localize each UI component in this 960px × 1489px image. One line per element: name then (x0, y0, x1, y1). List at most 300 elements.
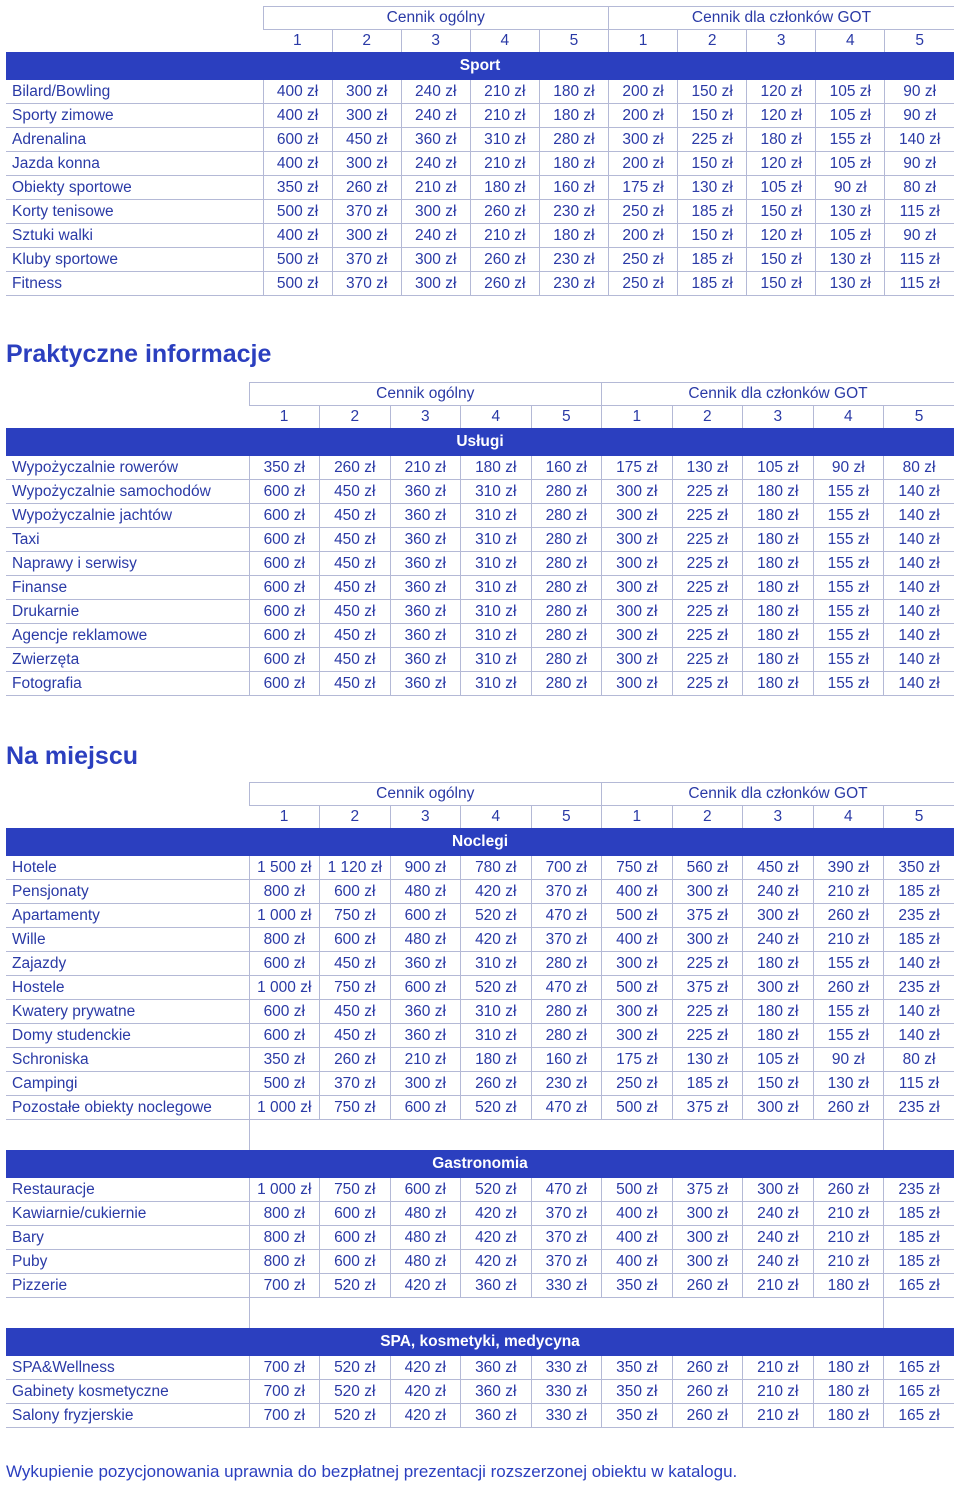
price-cell: 700 zł (249, 1274, 320, 1298)
price-cell: 370 zł (531, 928, 602, 952)
price-cell: 310 zł (461, 672, 532, 696)
price-cell: 400 zł (602, 1202, 673, 1226)
column-number: 3 (390, 806, 461, 829)
group-general-label: Cennik ogólny (249, 783, 602, 806)
price-cell: 370 zł (531, 1226, 602, 1250)
price-cell: 230 zł (539, 200, 608, 224)
price-cell: 155 zł (816, 128, 885, 152)
price-cell: 150 zł (678, 104, 747, 128)
price-cell: 155 zł (813, 600, 884, 624)
price-cell: 210 zł (470, 152, 539, 176)
price-cell: 310 zł (470, 128, 539, 152)
price-cell: 600 zł (249, 480, 320, 504)
price-cell: 105 zł (816, 152, 885, 176)
price-cell: 450 zł (332, 128, 401, 152)
price-cell: 400 zł (263, 152, 332, 176)
price-cell: 180 zł (470, 176, 539, 200)
price-cell: 500 zł (263, 200, 332, 224)
price-cell: 235 zł (884, 976, 955, 1000)
price-cell: 450 zł (320, 576, 391, 600)
price-cell: 260 zł (470, 248, 539, 272)
price-cell: 180 zł (539, 104, 608, 128)
price-cell: 360 zł (461, 1356, 532, 1380)
price-cell: 750 zł (320, 1178, 391, 1202)
column-number: 3 (747, 30, 816, 53)
price-cell: 185 zł (678, 248, 747, 272)
price-cell: 180 zł (743, 528, 814, 552)
price-cell: 115 zł (885, 248, 954, 272)
price-cell: 400 zł (602, 880, 673, 904)
column-number: 5 (539, 30, 608, 53)
price-cell: 310 zł (461, 952, 532, 976)
price-cell: 185 zł (884, 928, 955, 952)
price-cell: 210 zł (813, 928, 884, 952)
price-cell: 240 zł (743, 928, 814, 952)
price-cell: 80 zł (884, 456, 955, 480)
row-label: Restauracje (6, 1178, 249, 1202)
price-cell: 130 zł (813, 1072, 884, 1096)
price-cell: 370 zł (332, 248, 401, 272)
price-cell: 180 zł (743, 576, 814, 600)
price-cell: 350 zł (602, 1356, 673, 1380)
row-label: Sporty zimowe (6, 104, 263, 128)
price-cell: 600 zł (390, 976, 461, 1000)
price-cell: 130 zł (816, 272, 885, 296)
column-number: 5 (531, 806, 602, 829)
price-cell: 260 zł (470, 200, 539, 224)
price-cell: 150 zł (743, 1072, 814, 1096)
price-cell: 450 zł (320, 624, 391, 648)
price-cell: 280 zł (531, 1000, 602, 1024)
price-cell: 185 zł (884, 1250, 955, 1274)
table-row (6, 480, 954, 504)
price-table-na-miejscu (6, 782, 954, 1428)
price-cell: 600 zł (263, 128, 332, 152)
price-cell: 165 zł (884, 1274, 955, 1298)
price-cell: 225 zł (672, 528, 743, 552)
price-cell: 360 zł (390, 648, 461, 672)
price-cell: 450 zł (320, 552, 391, 576)
price-cell: 160 zł (531, 456, 602, 480)
price-cell: 90 zł (885, 80, 954, 104)
price-cell: 600 zł (249, 952, 320, 976)
price-cell: 240 zł (401, 152, 470, 176)
price-cell: 180 zł (743, 504, 814, 528)
price-cell: 900 zł (390, 856, 461, 880)
price-cell: 1 000 zł (249, 904, 320, 928)
price-cell: 400 zł (263, 80, 332, 104)
price-cell: 105 zł (747, 176, 816, 200)
column-number: 4 (816, 30, 885, 53)
row-label: Obiekty sportowe (6, 176, 263, 200)
price-cell: 250 zł (608, 272, 677, 296)
price-table-uslugi (6, 382, 954, 696)
price-cell: 420 zł (461, 1250, 532, 1274)
price-cell: 225 zł (672, 624, 743, 648)
price-cell: 300 zł (743, 1178, 814, 1202)
price-cell: 600 zł (320, 1226, 391, 1250)
price-cell: 210 zł (813, 1202, 884, 1226)
price-cell: 300 zł (602, 576, 673, 600)
row-label: Kluby sportowe (6, 248, 263, 272)
price-cell: 175 zł (602, 1048, 673, 1072)
price-cell: 750 zł (602, 856, 673, 880)
price-cell: 520 zł (320, 1404, 391, 1428)
price-cell: 260 zł (813, 976, 884, 1000)
row-label: Jazda konna (6, 152, 263, 176)
price-cell: 140 zł (884, 480, 955, 504)
price-cell: 330 zł (531, 1404, 602, 1428)
price-cell: 450 zł (320, 672, 391, 696)
price-cell: 280 zł (531, 552, 602, 576)
price-cell: 330 zł (531, 1274, 602, 1298)
table-row (6, 1048, 954, 1072)
price-cell: 520 zł (320, 1380, 391, 1404)
table-row (6, 104, 954, 128)
price-cell: 1 000 zł (249, 976, 320, 1000)
category-title: Usługi (6, 428, 954, 456)
price-cell: 310 zł (461, 1024, 532, 1048)
price-cell: 200 zł (608, 224, 677, 248)
price-cell: 560 zł (672, 856, 743, 880)
price-cell: 450 zł (320, 528, 391, 552)
column-number: 3 (743, 406, 814, 429)
price-cell: 240 zł (401, 224, 470, 248)
price-cell: 360 zł (461, 1274, 532, 1298)
table-row (6, 224, 954, 248)
column-number: 5 (915, 32, 924, 49)
block-spacer (6, 1298, 954, 1329)
column-number: 1 (608, 30, 677, 53)
price-cell: 225 zł (672, 1000, 743, 1024)
price-cell: 210 zł (390, 1048, 461, 1072)
price-cell: 160 zł (531, 1048, 602, 1072)
price-cell: 230 zł (539, 248, 608, 272)
price-cell: 350 zł (249, 456, 320, 480)
price-cell: 185 zł (672, 1072, 743, 1096)
price-cell: 480 zł (390, 1226, 461, 1250)
price-cell: 280 zł (531, 624, 602, 648)
price-cell: 420 zł (461, 1202, 532, 1226)
column-number: 2 (320, 406, 391, 429)
table-row (6, 456, 954, 480)
price-cell: 155 zł (813, 624, 884, 648)
price-cell: 185 zł (678, 200, 747, 224)
table-row (6, 200, 954, 224)
row-label: Gabinety kosmetyczne (6, 1380, 249, 1404)
price-cell: 260 zł (672, 1356, 743, 1380)
price-cell: 140 zł (884, 648, 955, 672)
price-cell: 165 zł (884, 1380, 955, 1404)
price-cell: 180 zł (743, 552, 814, 576)
price-cell: 210 zł (401, 176, 470, 200)
price-cell: 240 zł (401, 104, 470, 128)
price-cell: 600 zł (249, 600, 320, 624)
price-cell: 140 zł (884, 576, 955, 600)
price-cell: 370 zł (531, 1250, 602, 1274)
price-cell: 105 zł (743, 456, 814, 480)
price-cell: 210 zł (813, 1250, 884, 1274)
price-cell: 300 zł (602, 552, 673, 576)
price-cell: 175 zł (608, 176, 677, 200)
price-cell: 280 zł (531, 480, 602, 504)
price-cell: 180 zł (813, 1274, 884, 1298)
price-cell: 300 zł (608, 128, 677, 152)
price-cell: 420 zł (461, 928, 532, 952)
price-cell: 500 zł (263, 272, 332, 296)
table-row (6, 928, 954, 952)
price-cell: 520 zł (320, 1356, 391, 1380)
price-cell: 800 zł (249, 1202, 320, 1226)
price-cell: 480 zł (390, 928, 461, 952)
row-label: Zwierzęta (6, 648, 249, 672)
column-number: 4 (461, 806, 532, 829)
price-cell: 600 zł (390, 1178, 461, 1202)
price-cell: 150 zł (747, 200, 816, 224)
row-label: Wypożyczalnie rowerów (6, 456, 249, 480)
price-cell: 150 zł (747, 272, 816, 296)
price-cell: 300 zł (602, 600, 673, 624)
column-number: 1 (263, 30, 332, 53)
row-label: Bilard/Bowling (6, 80, 263, 104)
price-cell: 280 zł (531, 600, 602, 624)
price-cell: 300 zł (401, 200, 470, 224)
price-cell: 400 zł (263, 104, 332, 128)
price-cell: 80 zł (885, 176, 954, 200)
price-cell: 140 zł (884, 1000, 955, 1024)
price-cell: 480 zł (390, 1250, 461, 1274)
row-label: Bary (6, 1226, 249, 1250)
price-cell: 780 zł (461, 856, 532, 880)
price-cell: 180 zł (539, 80, 608, 104)
price-cell: 300 zł (602, 480, 673, 504)
price-cell: 360 zł (390, 480, 461, 504)
table-row (6, 1404, 954, 1428)
price-cell: 750 zł (320, 1096, 391, 1120)
price-cell: 500 zł (602, 904, 673, 928)
price-cell: 360 zł (390, 952, 461, 976)
price-cell: 800 zł (249, 1226, 320, 1250)
price-cell: 800 zł (249, 1250, 320, 1274)
table-row (6, 976, 954, 1000)
price-cell: 500 zł (602, 1178, 673, 1202)
price-cell: 115 zł (884, 1072, 955, 1096)
row-label: Pensjonaty (6, 880, 249, 904)
table-row (6, 528, 954, 552)
section-heading-praktyczne: Praktyczne informacje (6, 340, 272, 368)
price-cell: 280 zł (531, 672, 602, 696)
price-cell: 800 zł (249, 928, 320, 952)
price-cell: 600 zł (320, 1202, 391, 1226)
price-cell: 600 zł (249, 1024, 320, 1048)
price-cell: 210 zł (743, 1274, 814, 1298)
price-cell: 210 zł (813, 1226, 884, 1250)
price-cell: 260 zł (672, 1274, 743, 1298)
price-cell: 225 zł (672, 504, 743, 528)
price-cell: 500 zł (263, 248, 332, 272)
price-cell: 140 zł (884, 600, 955, 624)
price-cell: 600 zł (390, 1096, 461, 1120)
category-band (6, 428, 954, 456)
price-cell: 360 zł (390, 600, 461, 624)
category-title: Noclegi (6, 828, 954, 856)
price-cell: 165 zł (884, 1356, 955, 1380)
price-cell: 400 zł (602, 1226, 673, 1250)
group-members-label: Cennik dla członków GOT (602, 383, 955, 406)
price-cell: 225 zł (672, 648, 743, 672)
price-cell: 370 zł (320, 1072, 391, 1096)
row-label: Hotele (6, 856, 249, 880)
price-cell: 300 zł (672, 1202, 743, 1226)
price-cell: 90 zł (885, 224, 954, 248)
price-cell: 210 zł (470, 224, 539, 248)
table-row (6, 1024, 954, 1048)
price-cell: 300 zł (672, 880, 743, 904)
row-label: Domy studenckie (6, 1024, 249, 1048)
price-cell: 140 zł (884, 504, 955, 528)
price-cell: 370 zł (332, 272, 401, 296)
column-number: 4 (461, 406, 532, 429)
table-row (6, 1226, 954, 1250)
table-row (6, 1000, 954, 1024)
price-cell: 115 zł (885, 200, 954, 224)
price-cell: 155 zł (813, 952, 884, 976)
table-row (6, 952, 954, 976)
price-cell: 120 zł (747, 104, 816, 128)
price-cell: 470 zł (531, 1178, 602, 1202)
price-cell: 300 zł (602, 648, 673, 672)
price-cell: 700 zł (249, 1380, 320, 1404)
price-cell: 250 zł (608, 200, 677, 224)
price-cell: 180 zł (743, 1000, 814, 1024)
table-row (6, 856, 954, 880)
price-cell: 235 zł (884, 1178, 955, 1202)
table-row (6, 1380, 954, 1404)
price-cell: 520 zł (461, 904, 532, 928)
row-label: Wypożyczalnie jachtów (6, 504, 249, 528)
price-cell: 600 zł (320, 880, 391, 904)
category-band (6, 1328, 954, 1356)
group-general-label: Cennik ogólny (263, 7, 608, 30)
price-cell: 180 zł (743, 480, 814, 504)
group-general-label: Cennik ogólny (249, 383, 602, 406)
price-cell: 300 zł (401, 272, 470, 296)
row-label: Wypożyczalnie samochodów (6, 480, 249, 504)
price-cell: 90 zł (813, 456, 884, 480)
price-cell: 520 zł (461, 976, 532, 1000)
price-cell: 450 zł (320, 600, 391, 624)
price-cell: 300 zł (743, 904, 814, 928)
price-cell: 360 zł (390, 1000, 461, 1024)
price-cell: 240 zł (743, 1202, 814, 1226)
price-cell: 150 zł (678, 224, 747, 248)
price-cell: 600 zł (249, 528, 320, 552)
table-row (6, 904, 954, 928)
price-cell: 180 zł (813, 1356, 884, 1380)
table-row (6, 248, 954, 272)
price-cell: 140 zł (884, 528, 955, 552)
price-cell: 470 zł (531, 1096, 602, 1120)
price-cell: 450 zł (743, 856, 814, 880)
price-cell: 310 zł (461, 624, 532, 648)
price-cell: 150 zł (678, 152, 747, 176)
price-cell: 225 zł (672, 576, 743, 600)
column-number: 5 (531, 406, 602, 429)
price-cell: 90 zł (885, 152, 954, 176)
table-row (6, 80, 954, 104)
category-band (6, 828, 954, 856)
price-cell: 250 zł (608, 248, 677, 272)
price-cell: 120 zł (747, 152, 816, 176)
price-cell: 210 zł (390, 456, 461, 480)
price-cell: 250 zł (602, 1072, 673, 1096)
table-row (6, 1178, 954, 1202)
price-cell: 300 zł (332, 104, 401, 128)
price-cell: 185 zł (678, 272, 747, 296)
price-cell: 185 zł (884, 1202, 955, 1226)
price-cell: 480 zł (390, 880, 461, 904)
price-cell: 360 zł (390, 528, 461, 552)
price-cell: 360 zł (461, 1380, 532, 1404)
row-label: Drukarnie (6, 600, 249, 624)
price-table-sport (6, 6, 954, 296)
row-label: Apartamenty (6, 904, 249, 928)
price-cell: 225 zł (672, 952, 743, 976)
price-cell: 600 zł (249, 552, 320, 576)
price-cell: 1 000 zł (249, 1178, 320, 1202)
column-number: 1 (602, 406, 673, 429)
price-cell: 300 zł (672, 928, 743, 952)
group-header-row (6, 383, 954, 406)
price-cell: 140 zł (884, 672, 955, 696)
price-cell: 210 zł (470, 80, 539, 104)
price-cell: 800 zł (249, 880, 320, 904)
price-cell: 420 zł (390, 1274, 461, 1298)
table-row (6, 576, 954, 600)
price-cell: 600 zł (249, 576, 320, 600)
price-cell: 160 zł (539, 176, 608, 200)
price-cell: 350 zł (249, 1048, 320, 1072)
price-cell: 370 zł (332, 200, 401, 224)
price-cell: 500 zł (602, 976, 673, 1000)
row-label: Agencje reklamowe (6, 624, 249, 648)
price-cell: 180 zł (539, 152, 608, 176)
price-cell: 375 zł (672, 904, 743, 928)
price-cell: 280 zł (531, 952, 602, 976)
price-cell: 300 zł (602, 504, 673, 528)
column-number: 5 (914, 808, 924, 825)
price-cell: 350 zł (884, 856, 955, 880)
price-cell: 155 zł (813, 504, 884, 528)
price-cell: 280 zł (531, 576, 602, 600)
price-cell: 310 zł (461, 1000, 532, 1024)
price-cell: 300 zł (602, 528, 673, 552)
footer-note: Wykupienie pozycjonowania uprawnia do bezpłatnej prezentacji rozszerzonej obiektu w katalogu. (6, 1462, 738, 1481)
row-label: Campingi (6, 1072, 249, 1096)
column-number: 5 (914, 408, 924, 425)
price-cell: 520 zł (320, 1274, 391, 1298)
table-row (6, 152, 954, 176)
price-cell: 300 zł (602, 1000, 673, 1024)
column-number: 1 (249, 806, 320, 829)
table-row (6, 128, 954, 152)
price-cell: 310 zł (461, 648, 532, 672)
price-cell: 700 zł (531, 856, 602, 880)
row-label: Salony fryzjerskie (6, 1404, 249, 1428)
price-cell: 600 zł (320, 928, 391, 952)
price-cell: 300 zł (401, 248, 470, 272)
price-cell: 1 000 zł (249, 1096, 320, 1120)
